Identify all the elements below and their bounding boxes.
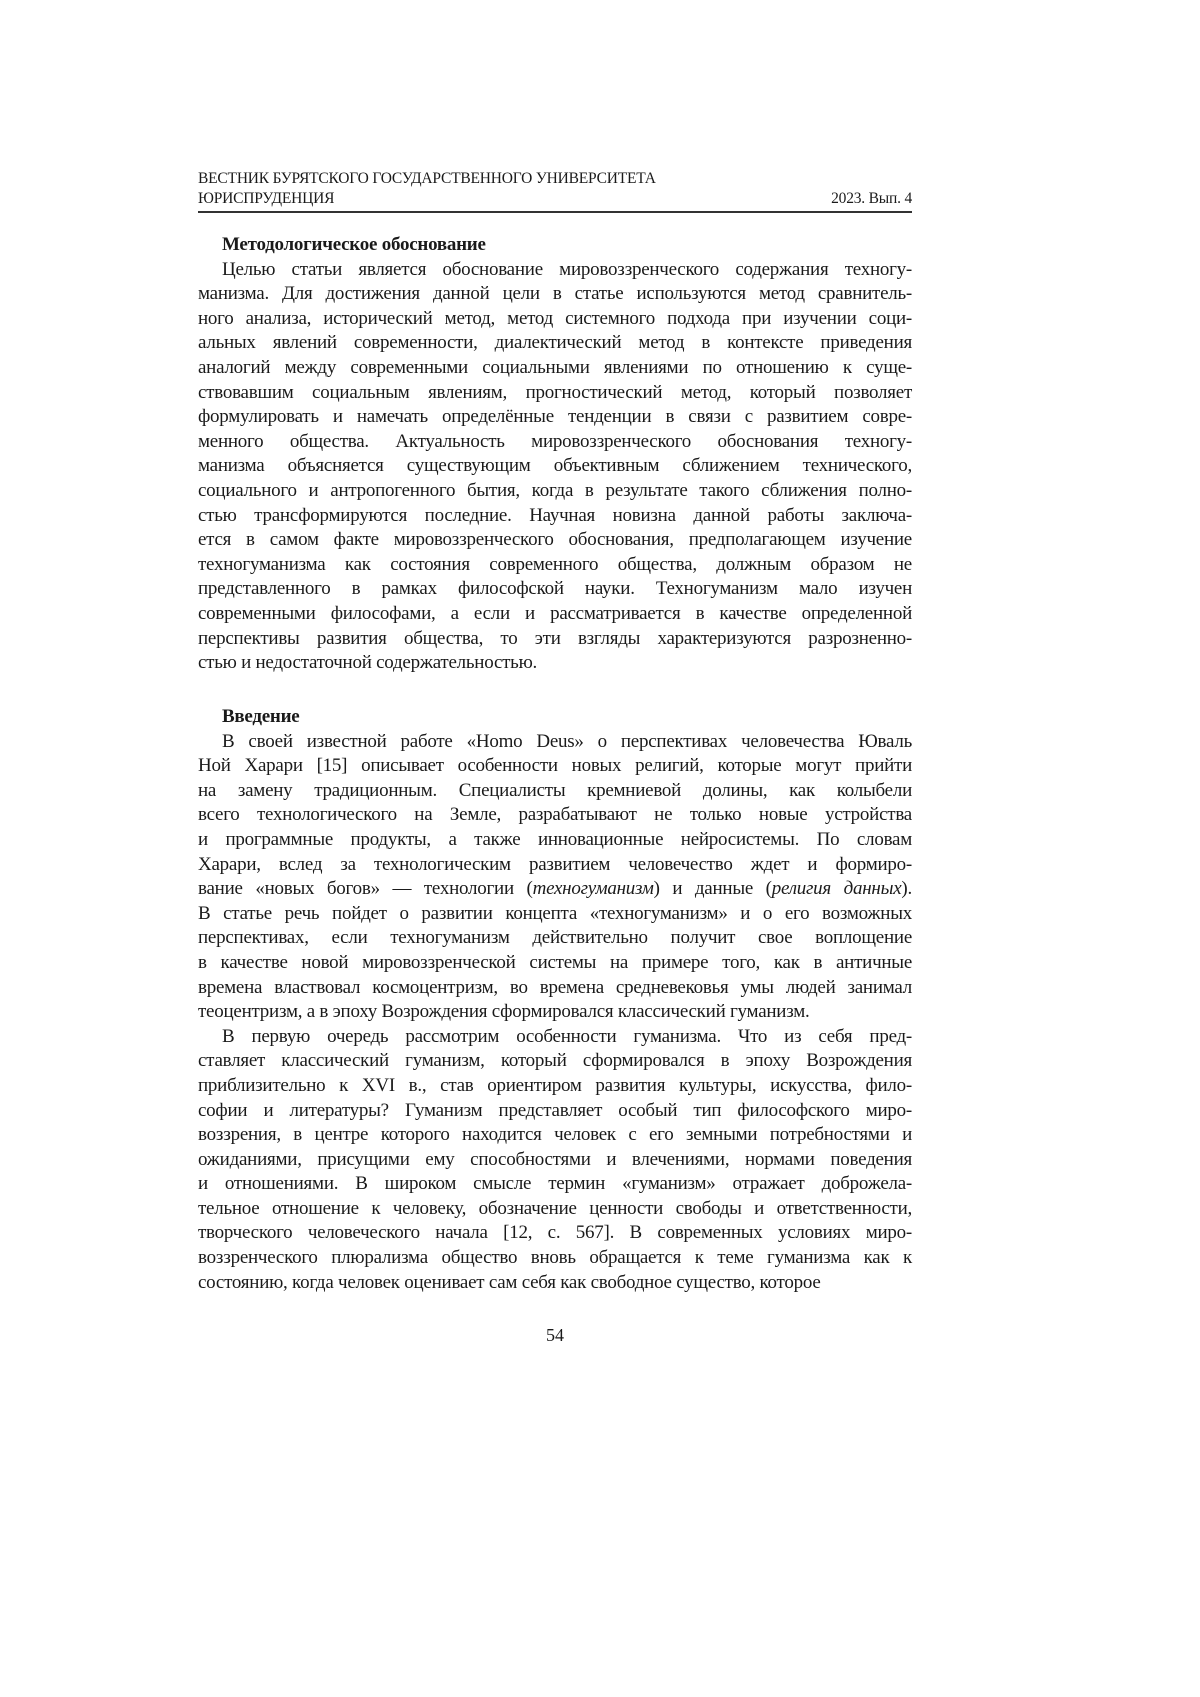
text-line: менного общества. Актуальность мировоззренческого обоснования техногу- <box>198 430 912 455</box>
running-header <box>198 190 912 208</box>
text-line: ставляет классический гуманизм, который сформировался в эпоху Возрождения <box>198 1049 912 1074</box>
text-line: Ной Харари [15] описывает особенности новых религий, которые могут прийти <box>198 754 912 779</box>
text-line: творческого человеческого начала [12, с. 567]. В современных условиях миро- <box>198 1221 912 1246</box>
text-line: времена властвовал космоцентризм, во времена средневековья умы людей занимал <box>198 976 912 1001</box>
text-line: ется в самом факте мировоззренческого обоснования, предполагающем изучение <box>198 528 912 553</box>
text-line: техногуманизма как состояния современного общества, должным образом не <box>198 553 912 578</box>
text-line: ного анализа, исторический метод, метод системного подхода при изучении соци- <box>198 307 912 332</box>
text-line: воззрения, в центре которого находится человек с его земными потребностями и <box>198 1123 912 1148</box>
italic-term: религия данных <box>772 878 902 899</box>
text-line: В статье речь пойдет о развитии концепта «техногуманизм» и о его возможных <box>198 902 912 927</box>
text-line: в качестве новой мировоззренческой системы на примере того, как в античные <box>198 951 912 976</box>
text-line: В своей известной работе «Homo Deus» о перспективах человечества Юваль <box>198 730 912 755</box>
text-line: формулировать и намечать определённые тенденции в связи с развитием совре- <box>198 405 912 430</box>
text-line: ожиданиями, присущими ему способностями и влечениями, нормами поведения <box>198 1148 912 1173</box>
text-line: социального и антропогенного бытия, когда в результате такого сближения полно- <box>198 479 912 504</box>
text-segment: ) и данные ( <box>654 878 772 899</box>
text-line: перспективы развития общества, то эти взгляды характеризуются разрозненно- <box>198 627 912 652</box>
text-line: ствовавшим социальным явлениям, прогностический метод, который позволяет <box>198 381 912 406</box>
text-line: современными философами, а если и рассматривается в качестве определенной <box>198 602 912 627</box>
text-line: Харари, вслед за технологическим развитием человечество ждет и формиро- <box>198 853 912 878</box>
text-line: манизма объясняется существующим объективным сближением технического, <box>198 454 912 479</box>
text-line: воззренческого плюрализма общество вновь обращается к теме гуманизма как к <box>198 1246 912 1271</box>
text-line: альных явлений современности, диалектический метод в контексте приведения <box>198 331 912 356</box>
text-line <box>198 877 912 902</box>
text-line: на замену традиционным. Специалисты кремниевой долины, как колыбели <box>198 779 912 804</box>
text-line: стью трансформируются последние. Научная новизна данной работы заключа- <box>198 504 912 529</box>
italic-term: техногуманизм <box>533 878 654 899</box>
section-methodology <box>198 233 912 676</box>
text-line: В первую очередь рассмотрим особенности гуманизма. Что из себя пред- <box>198 1025 912 1050</box>
text-line: стью и недостаточной содержательностью. <box>198 651 912 676</box>
text-line: теоцентризм, а в эпоху Возрождения сформировался классический гуманизм. <box>198 1000 912 1025</box>
paragraph <box>198 258 912 676</box>
section-heading: Методологическое обоснование <box>198 233 912 258</box>
text-line: Целью статьи является обоснование мировоззренческого содержания техногу- <box>198 258 912 283</box>
text-segment: ). <box>901 878 912 899</box>
text-line: аналогий между современными социальными явлениями по отношению к суще- <box>198 356 912 381</box>
text-line: и отношениями. В широком смысле термин «гуманизм» отражает доброжела- <box>198 1172 912 1197</box>
text-line: приблизительно к XVI в., став ориентиром развития культуры, искусства, фило- <box>198 1074 912 1099</box>
issue-label: 2023. Вып. 4 <box>831 190 912 208</box>
journal-section: ЮРИСПРУДЕНЦИЯ <box>198 190 334 207</box>
paragraph <box>198 1025 912 1296</box>
header-rule <box>198 211 912 213</box>
text-line: представленного в рамках философской науки. Техногуманизм мало изучен <box>198 577 912 602</box>
section-heading: Введение <box>198 705 912 730</box>
text-line: перспективах, если техногуманизм действительно получит свое воплощение <box>198 926 912 951</box>
text-line: всего технологического на Земле, разрабатывают не только новые устройства <box>198 803 912 828</box>
section-introduction <box>198 705 912 1295</box>
page-number: 54 <box>0 1325 1110 1346</box>
text-line: манизма. Для достижения данной цели в статье используются метод сравнитель- <box>198 282 912 307</box>
text-line: тельное отношение к человеку, обозначение ценности свободы и ответственности, <box>198 1197 912 1222</box>
text-line: софии и литературы? Гуманизм представляет особый тип философского миро- <box>198 1099 912 1124</box>
text-line: и программные продукты, а также инновационные нейросистемы. По словам <box>198 828 912 853</box>
text-segment: вание «новых богов» — технологии ( <box>198 878 533 899</box>
journal-title: ВЕСТНИК БУРЯТСКОГО ГОСУДАРСТВЕННОГО УНИВЕРСИТЕТА <box>198 170 912 188</box>
paragraph <box>198 730 912 1025</box>
text-line: состоянию, когда человек оценивает сам себя как свободное существо, которое <box>198 1271 912 1296</box>
